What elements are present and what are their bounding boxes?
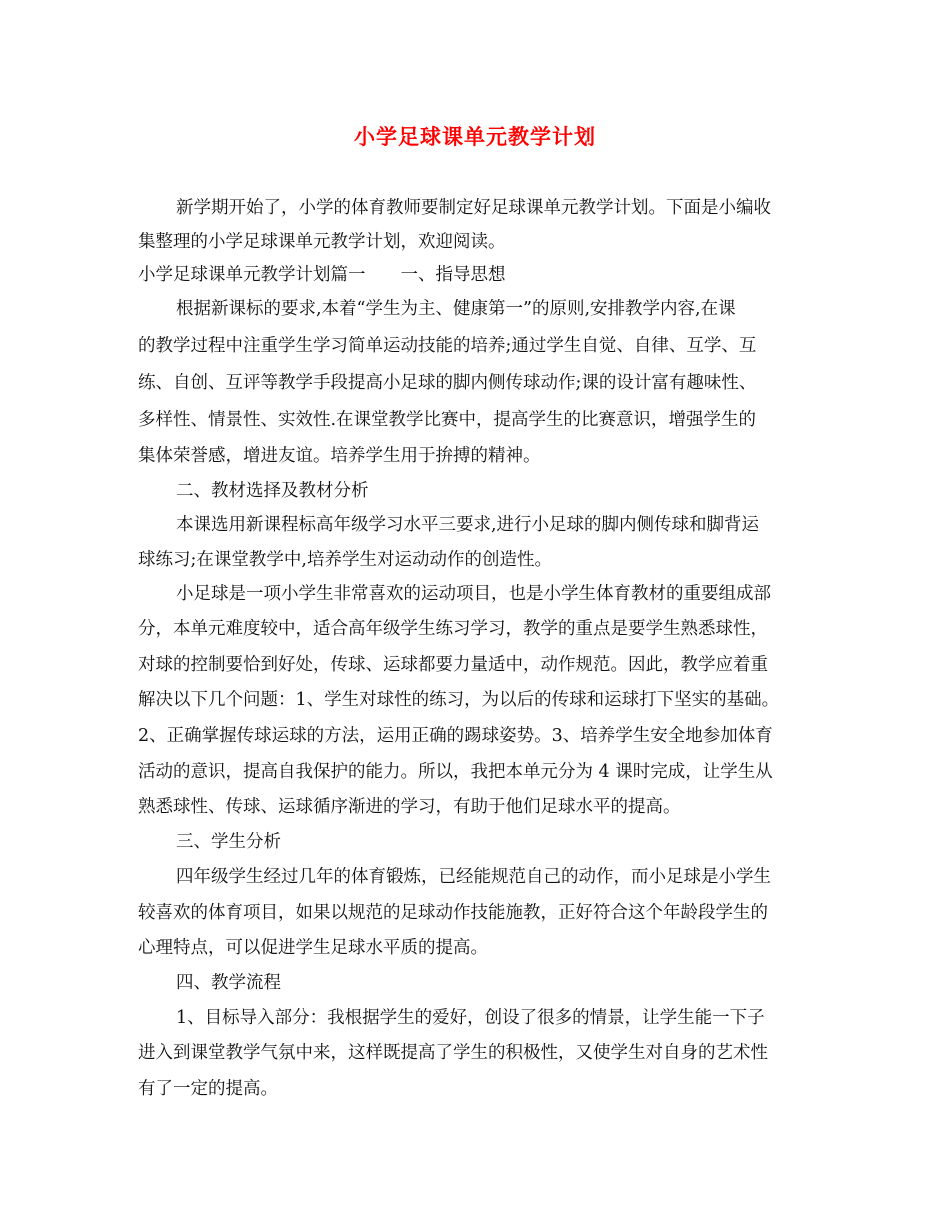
document-title: 小学足球课单元教学计划: [354, 124, 596, 149]
paragraph-line: 新学期开始了，小学的体育教师要制定好足球课单元教学计划。下面是小编收: [176, 198, 771, 218]
paragraph-line: 球练习;在课堂教学中,培养学生对运动动作的创造性。: [138, 550, 552, 570]
section-heading: 三、学生分析: [176, 832, 281, 852]
paragraph-line: 较喜欢的体育项目，如果以规范的足球动作技能施教，正好符合这个年龄段学生的: [138, 903, 768, 923]
paragraph-line: 集体荣誉感，增进友谊。培养学生用于拚搏的精神。: [138, 446, 541, 466]
paragraph-line: 根据新课标的要求,本着“学生为主、健康第一”的原则,安排教学内容,在课: [176, 299, 736, 319]
section-heading-line: 小学足球课单元教学计划篇一 一、指导思想: [138, 265, 506, 285]
paragraph-line: 分，本单元难度较中，适合高年级学生练习学习，教学的重点是要学生熟悉球性，: [138, 619, 768, 639]
paragraph-line: 进入到课堂教学气氛中来，这样既提高了学生的积极性，又使学生对自身的艺术性: [138, 1043, 768, 1063]
paragraph-line: 2、正确掌握传球运球的方法，运用正确的踢球姿势。3、培养学生安全地参加体育: [138, 726, 773, 746]
paragraph-line: 集整理的小学足球课单元教学计划，欢迎阅读。: [138, 232, 506, 252]
paragraph-line: 心理特点，可以促进学生足球水平质的提高。: [138, 938, 488, 958]
paragraph-line: 熟悉球性、传球、运球循序渐进的学习，有助于他们足球水平的提高。: [138, 797, 681, 817]
paragraph-line: 对球的控制要恰到好处，传球、运球都要力量适中，动作规范。因此，教学应着重: [138, 655, 768, 675]
paragraph-line: 四年级学生经过几年的体育锻炼，已经能规范自己的动作，而小足球是小学生: [176, 867, 771, 887]
paragraph-line: 活动的意识，提高自我保护的能力。所以，我把本单元分为 4 课时完成，让学生从: [138, 762, 773, 782]
paragraph-line: 的教学过程中注重学生学习简单运动技能的培养;通过学生自觉、自律、互学、互: [138, 336, 757, 356]
paragraph-line: 有了一定的提高。: [138, 1079, 278, 1099]
section-heading: 四、教学流程: [176, 973, 281, 993]
paragraph-line: 解决以下几个问题：1、学生对球性的练习，为以后的传球和运球打下坚实的基础。: [138, 690, 780, 710]
paragraph-line: 多样性、情景性、实效性.在课堂教学比赛中，提高学生的比赛意识，增强学生的: [138, 410, 757, 430]
paragraph-line: 本课选用新课程标高年级学习水平三要求,进行小足球的脚内侧传球和脚背运: [176, 515, 760, 535]
paragraph-line: 练、自创、互评等教学手段提高小足球的脚内侧传球动作;课的设计富有趣味性、: [138, 373, 757, 393]
paragraph-line: 1、目标导入部分：我根据学生的爱好，创设了很多的情景，让学生能一下子: [176, 1008, 765, 1028]
paragraph-line: 小足球是一项小学生非常喜欢的运动项目，也是小学生体育教材的重要组成部: [176, 584, 771, 604]
section-heading: 二、教材选择及教材分析: [176, 481, 369, 501]
